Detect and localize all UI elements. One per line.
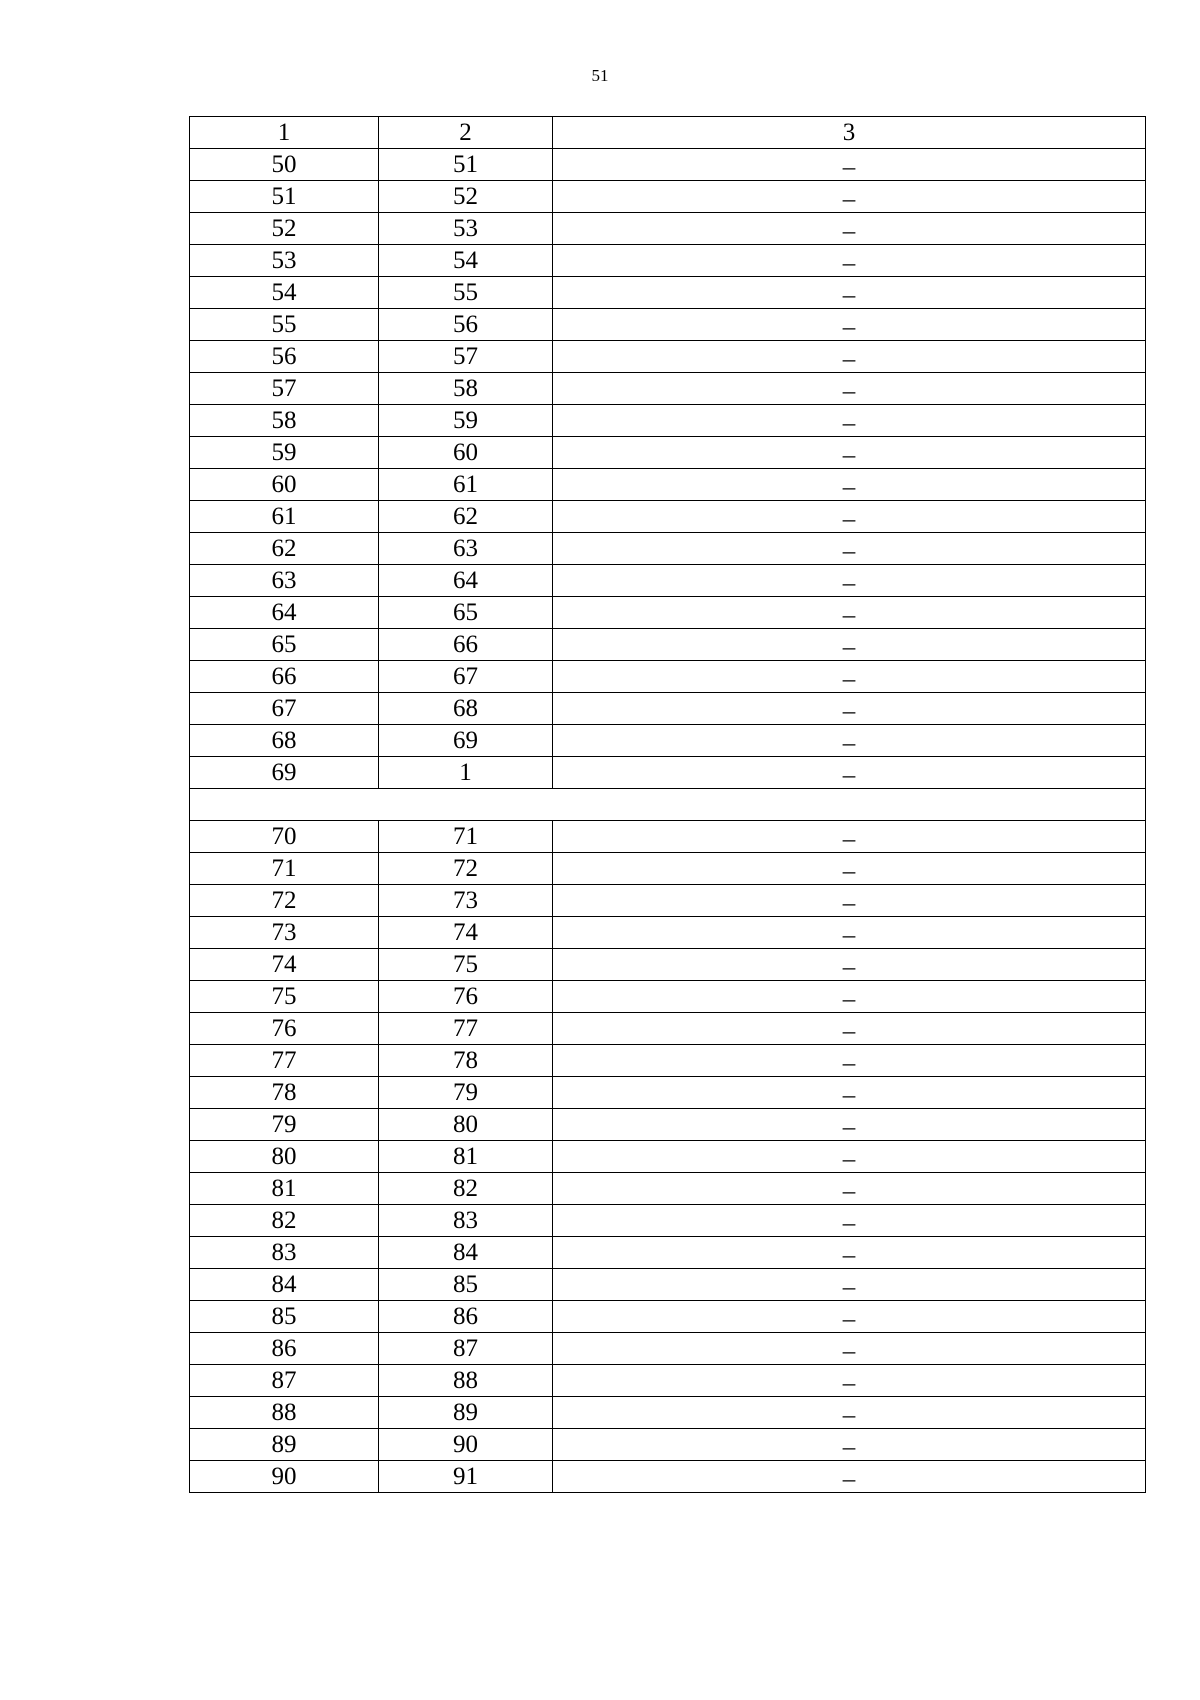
dash-value: – (842, 1178, 856, 1205)
table-cell-col-2: 51 (379, 149, 553, 181)
table-cell-col-2: 55 (379, 277, 553, 309)
table-row (190, 917, 1146, 949)
table-cell-col-3 (553, 213, 1146, 245)
table-row (190, 309, 1146, 341)
table-cell-col-2: 62 (379, 501, 553, 533)
dash-value: – (842, 1114, 856, 1141)
table-cell-col-1: 79 (190, 1109, 379, 1141)
table-cell-col-3 (553, 1429, 1146, 1461)
dash-value: – (842, 1306, 856, 1333)
table-cell-col-2: 60 (379, 437, 553, 469)
table-cell-col-1: 75 (190, 981, 379, 1013)
table-row (190, 533, 1146, 565)
table-row (190, 405, 1146, 437)
dash-value: – (842, 506, 856, 533)
table-row (190, 277, 1146, 309)
table-row (190, 181, 1146, 213)
dash-value: – (842, 1338, 856, 1365)
table-row (190, 1301, 1146, 1333)
table-cell-col-2: 74 (379, 917, 553, 949)
table-cell-col-3 (553, 1077, 1146, 1109)
table-cell-col-2: 52 (379, 181, 553, 213)
table-cell-col-1: 59 (190, 437, 379, 469)
table-cell-col-1: 84 (190, 1269, 379, 1301)
table-cell-col-2: 90 (379, 1429, 553, 1461)
dash-value: – (842, 314, 856, 341)
table-cell-col-3 (553, 341, 1146, 373)
dash-value: – (842, 1018, 856, 1045)
table-cell-col-2: 85 (379, 1269, 553, 1301)
table-section-b (190, 821, 1146, 1493)
table-cell-col-3 (553, 1109, 1146, 1141)
table-row (190, 725, 1146, 757)
table-row (190, 437, 1146, 469)
table-cell-col-3 (553, 501, 1146, 533)
table-row (190, 1013, 1146, 1045)
table-cell-col-3 (553, 1237, 1146, 1269)
table-cell-col-1: 77 (190, 1045, 379, 1077)
table-cell-col-1: 71 (190, 853, 379, 885)
dash-value: – (842, 218, 856, 245)
table-row (190, 1429, 1146, 1461)
table-cell-col-3 (553, 309, 1146, 341)
table-cell-col-1: 51 (190, 181, 379, 213)
table-cell-col-2: 67 (379, 661, 553, 693)
dash-value: – (842, 442, 856, 469)
table-cell-col-2: 56 (379, 309, 553, 341)
table-cell-col-2: 61 (379, 469, 553, 501)
table-cell-col-2: 78 (379, 1045, 553, 1077)
table-cell-col-1: 68 (190, 725, 379, 757)
table-cell-col-1: 72 (190, 885, 379, 917)
table-cell-col-2: 65 (379, 597, 553, 629)
dash-value: – (842, 1050, 856, 1077)
table-cell-col-1: 69 (190, 757, 379, 789)
table-cell-col-3 (553, 149, 1146, 181)
dash-value: – (842, 282, 856, 309)
table-row (190, 341, 1146, 373)
table-cell-col-3 (553, 981, 1146, 1013)
dash-value: – (842, 666, 856, 693)
table-cell-col-1: 61 (190, 501, 379, 533)
table-cell-col-2: 84 (379, 1237, 553, 1269)
table-cell-col-3 (553, 1397, 1146, 1429)
table-cell-col-1: 90 (190, 1461, 379, 1493)
table-cell-col-2: 86 (379, 1301, 553, 1333)
table-row (190, 821, 1146, 853)
table-cell-col-2: 76 (379, 981, 553, 1013)
table-cell-col-3 (553, 917, 1146, 949)
table-row (190, 693, 1146, 725)
dash-value: – (842, 890, 856, 917)
column-header-1: 1 (190, 117, 379, 149)
table-cell-col-1: 66 (190, 661, 379, 693)
separator-cell (190, 789, 1146, 821)
table-cell-col-2: 72 (379, 853, 553, 885)
table-cell-col-1: 78 (190, 1077, 379, 1109)
table-cell-col-1: 52 (190, 213, 379, 245)
table-cell-col-2: 1 (379, 757, 553, 789)
table-cell-col-1: 54 (190, 277, 379, 309)
dash-value: – (842, 1210, 856, 1237)
dash-value: – (842, 1466, 856, 1493)
table-row (190, 565, 1146, 597)
table-cell-col-3 (553, 245, 1146, 277)
table-row (190, 661, 1146, 693)
table-cell-col-1: 80 (190, 1141, 379, 1173)
table-row (190, 1109, 1146, 1141)
dash-value: – (842, 1274, 856, 1301)
dash-value: – (842, 698, 856, 725)
dash-value: – (842, 762, 856, 789)
table-row (190, 949, 1146, 981)
table-cell-col-3 (553, 373, 1146, 405)
table-cell-col-1: 57 (190, 373, 379, 405)
table-cell-col-1: 89 (190, 1429, 379, 1461)
table-row (190, 1365, 1146, 1397)
table-cell-col-3 (553, 1141, 1146, 1173)
dash-value: – (842, 1082, 856, 1109)
table-cell-col-1: 76 (190, 1013, 379, 1045)
table-cell-col-1: 58 (190, 405, 379, 437)
table-cell-col-2: 73 (379, 885, 553, 917)
table-cell-col-1: 88 (190, 1397, 379, 1429)
table-cell-col-1: 85 (190, 1301, 379, 1333)
table-cell-col-3 (553, 1461, 1146, 1493)
table-cell-col-1: 73 (190, 917, 379, 949)
table-cell-col-1: 64 (190, 597, 379, 629)
dash-value: – (842, 154, 856, 181)
dash-value: – (842, 730, 856, 757)
table-row (190, 1237, 1146, 1269)
table-cell-col-3 (553, 629, 1146, 661)
table-section-separator (190, 789, 1146, 821)
table-cell-col-2: 71 (379, 821, 553, 853)
table-row (190, 469, 1146, 501)
table-cell-col-2: 91 (379, 1461, 553, 1493)
table-cell-col-3 (553, 1045, 1146, 1077)
table-row (190, 1173, 1146, 1205)
table-cell-col-3 (553, 949, 1146, 981)
table-cell-col-3 (553, 1333, 1146, 1365)
table-cell-col-1: 87 (190, 1365, 379, 1397)
table-cell-col-1: 81 (190, 1173, 379, 1205)
table-cell-col-1: 82 (190, 1205, 379, 1237)
table-row (190, 501, 1146, 533)
table-row (190, 245, 1146, 277)
dash-value: – (842, 538, 856, 565)
dash-value: – (842, 634, 856, 661)
table-cell-col-1: 83 (190, 1237, 379, 1269)
table-cell-col-2: 89 (379, 1397, 553, 1429)
dash-value: – (842, 186, 856, 213)
table-cell-col-2: 53 (379, 213, 553, 245)
table-cell-col-3 (553, 1301, 1146, 1333)
table-cell-col-2: 59 (379, 405, 553, 437)
dash-value: – (842, 378, 856, 405)
dash-value: – (842, 570, 856, 597)
dash-value: – (842, 826, 856, 853)
table-cell-col-3 (553, 277, 1146, 309)
table-row (190, 373, 1146, 405)
table-row (190, 629, 1146, 661)
table-row (190, 1269, 1146, 1301)
table-row (190, 1141, 1146, 1173)
column-header-3: 3 (553, 117, 1146, 149)
dash-value: – (842, 474, 856, 501)
table-cell-col-3 (553, 757, 1146, 789)
table-cell-col-3 (553, 853, 1146, 885)
table-cell-col-3 (553, 469, 1146, 501)
dash-value: – (842, 250, 856, 277)
table-cell-col-1: 86 (190, 1333, 379, 1365)
table-row (190, 1045, 1146, 1077)
dash-value: – (842, 1434, 856, 1461)
table-cell-col-2: 58 (379, 373, 553, 405)
table-cell-col-1: 60 (190, 469, 379, 501)
table-row (190, 1333, 1146, 1365)
page-number: 51 (591, 66, 609, 85)
table-cell-col-2: 66 (379, 629, 553, 661)
table-cell-col-3 (553, 1269, 1146, 1301)
table-cell-col-1: 70 (190, 821, 379, 853)
table-cell-col-2: 75 (379, 949, 553, 981)
table-cell-col-3 (553, 597, 1146, 629)
column-header-2: 2 (379, 117, 553, 149)
table-row (190, 1205, 1146, 1237)
dash-value: – (842, 1242, 856, 1269)
dash-value: – (842, 346, 856, 373)
table-cell-col-2: 64 (379, 565, 553, 597)
table-cell-col-3 (553, 1013, 1146, 1045)
table-row (190, 1461, 1146, 1493)
table-cell-col-2: 77 (379, 1013, 553, 1045)
table-cell-col-3 (553, 565, 1146, 597)
table-cell-col-3 (553, 405, 1146, 437)
table-cell-col-1: 50 (190, 149, 379, 181)
table-row (190, 885, 1146, 917)
dash-value: – (842, 986, 856, 1013)
table-cell-col-1: 74 (190, 949, 379, 981)
table-cell-col-2: 88 (379, 1365, 553, 1397)
table-row (190, 853, 1146, 885)
table-cell-col-3 (553, 725, 1146, 757)
table-cell-col-1: 62 (190, 533, 379, 565)
dash-value: – (842, 1370, 856, 1397)
table-cell-col-2: 87 (379, 1333, 553, 1365)
table-cell-col-1: 65 (190, 629, 379, 661)
table-cell-col-2: 69 (379, 725, 553, 757)
table-cell-col-2: 57 (379, 341, 553, 373)
table-cell-col-2: 79 (379, 1077, 553, 1109)
dash-value: – (842, 954, 856, 981)
table-row (190, 1077, 1146, 1109)
table-cell-col-3 (553, 437, 1146, 469)
dash-value: – (842, 1146, 856, 1173)
table-cell-col-2: 63 (379, 533, 553, 565)
dash-value: – (842, 922, 856, 949)
table-cell-col-2: 54 (379, 245, 553, 277)
dash-value: – (842, 410, 856, 437)
table-cell-col-1: 67 (190, 693, 379, 725)
table-cell-col-3 (553, 1205, 1146, 1237)
table-cell-col-2: 82 (379, 1173, 553, 1205)
table-row (190, 149, 1146, 181)
separator-row (190, 789, 1146, 821)
table-row (190, 981, 1146, 1013)
table-row (190, 597, 1146, 629)
table-cell-col-3 (553, 1365, 1146, 1397)
table-cell-col-1: 63 (190, 565, 379, 597)
dash-value: – (842, 1402, 856, 1429)
table-row (190, 1397, 1146, 1429)
header-row (190, 117, 1146, 149)
data-table (189, 116, 1146, 1493)
table-cell-col-3 (553, 661, 1146, 693)
table-cell-col-3 (553, 533, 1146, 565)
table-cell-col-1: 53 (190, 245, 379, 277)
table-row (190, 213, 1146, 245)
table-row (190, 757, 1146, 789)
dash-value: – (842, 602, 856, 629)
table-cell-col-3 (553, 1173, 1146, 1205)
table-cell-col-2: 81 (379, 1141, 553, 1173)
table-cell-col-3 (553, 885, 1146, 917)
table-cell-col-3 (553, 693, 1146, 725)
table-cell-col-1: 56 (190, 341, 379, 373)
table-cell-col-1: 55 (190, 309, 379, 341)
table-cell-col-2: 80 (379, 1109, 553, 1141)
table-cell-col-2: 68 (379, 693, 553, 725)
dash-value: – (842, 858, 856, 885)
table-cell-col-3 (553, 181, 1146, 213)
table-cell-col-2: 83 (379, 1205, 553, 1237)
table-section-a (190, 149, 1146, 789)
table-cell-col-3 (553, 821, 1146, 853)
